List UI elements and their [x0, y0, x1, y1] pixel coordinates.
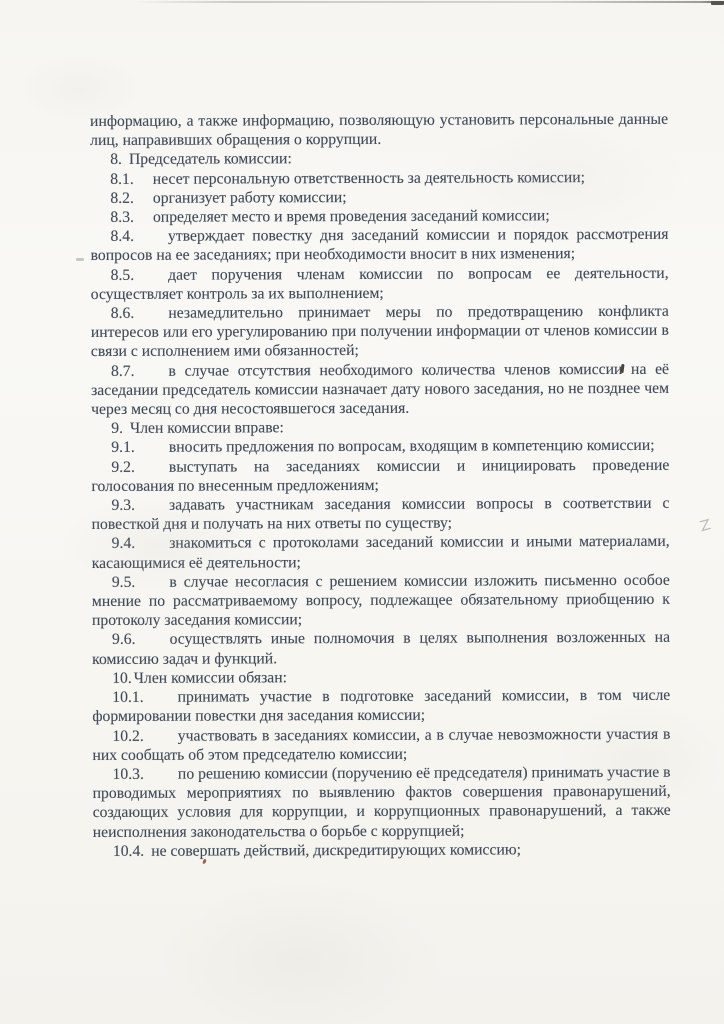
tab-gap [134, 240, 168, 241]
item-number: 8.1. [110, 170, 134, 188]
document-body [90, 110, 671, 861]
item-number: 9.1. [111, 439, 135, 457]
item-text: Член комиссии обязан: [133, 669, 288, 687]
tab-gap [135, 586, 169, 587]
item-number: 8.7. [110, 362, 135, 380]
paragraph [91, 417, 669, 438]
item-text: принимать участие в подготовке заседаний комиссии, в том числе формировании повестки дня заседания комиссии; [92, 686, 671, 726]
item-number: 9.5. [111, 573, 136, 591]
item-number: 8.2. [110, 189, 134, 207]
item-text: выступать на заседаниях комиссии и инициировать проведение голосования по внесенным предложениям; [91, 456, 670, 495]
tab-gap [135, 374, 169, 375]
tab-gap [135, 509, 169, 510]
item-text: не совершать действий, дискредитирующих комиссию; [151, 841, 521, 860]
item-text: информацию, а также информацию, позволяющую установить персональные данные лиц, направивших обращения о коррупции. [90, 110, 669, 150]
tab-gap [135, 451, 169, 452]
paragraph [92, 686, 670, 727]
item-text: несет персональную ответственность за деятельность комиссии; [152, 168, 586, 188]
paragraph [92, 667, 670, 688]
item-number: 8.4. [110, 228, 135, 246]
paragraph [90, 167, 668, 188]
item-text: в случае несогласия с решением комиссии изложить письменно особое мнение по рассматриваемому вопросу, подлежащее обязательному приобщению к протоколу заседания комиссии; [91, 571, 670, 630]
paragraph [90, 187, 668, 208]
item-number: 10.4. [112, 842, 145, 860]
item-number: 10.1. [112, 688, 144, 707]
paragraph [91, 359, 669, 419]
tab-gap [134, 202, 153, 203]
item-number: 9.3. [111, 496, 136, 514]
paragraph [92, 532, 670, 573]
paragraph [91, 436, 669, 457]
item-number: 10.3. [112, 765, 144, 783]
scan-artifact-left-dash [76, 258, 84, 261]
item-number: 10. [112, 669, 132, 687]
paragraph [91, 494, 669, 535]
item-text: Член комиссии вправе: [129, 419, 284, 438]
item-number: 9.4. [111, 535, 136, 553]
paragraph [91, 263, 669, 304]
item-text: утверждает повестку дня заседаний комиссии и порядок рассмотрения вопросов на ее заседаниях; при необходимости вносит в них изменения; [90, 225, 669, 265]
paragraph [90, 148, 668, 169]
scanner-corner-mark [711, 1, 724, 5]
scanner-edge-line [132, 1, 724, 3]
tab-gap [135, 470, 169, 471]
scan-artifact-squiggle [698, 517, 714, 537]
item-text: дает поручения членам комиссии по вопросам ее деятельности, осуществляет контроль за их выполнением; [90, 264, 669, 303]
paragraph [93, 839, 671, 860]
item-number: 8.5. [110, 266, 135, 284]
item-text: осуществлять иные полномочия в целях выполнения возложенных на комиссию задач и функций. [92, 629, 671, 668]
tab-gap [135, 547, 169, 548]
item-text: Председатель комиссии: [128, 150, 292, 169]
tab-gap [134, 278, 168, 279]
tab-gap [144, 778, 178, 779]
item-text: задавать участникам заседания комиссии вопросы в соответствии с повесткой дня и получать на них ответы по существу; [91, 494, 670, 534]
paragraph [90, 225, 668, 266]
item-text: участвовать в заседаниях комиссии, а в случае невозможности участия в них сообщать об этом председателю комиссии; [92, 725, 671, 764]
tab-gap [123, 432, 130, 433]
paragraph [93, 763, 671, 842]
tab-gap [134, 317, 168, 318]
item-number: 9.6. [111, 631, 136, 649]
tab-gap [144, 701, 178, 702]
item-text: в случае отсутствия необходимого количества членов комиссии на её заседании председатель комиссии назначает дату нового заседания, но не позднее чем через месяц со дня несостоявшегося заседания. [91, 360, 670, 419]
item-text: незамедлительно принимает меры по предотвращению конфликта интересов или его урегулированию при получении информации от членов комиссии в связи с исполнением ими обязанностей; [90, 302, 669, 361]
paragraph [91, 455, 669, 496]
item-text: знакомиться с протоколами заседаний комиссии и иными материалами, касающимися её деятельности; [91, 533, 670, 572]
tab-gap [122, 163, 129, 164]
item-text: определяет место и время проведения заседаний комиссии; [152, 207, 550, 226]
paragraph [92, 571, 670, 631]
item-number: 8.3. [110, 208, 134, 226]
tab-gap [144, 739, 178, 740]
paragraph [92, 724, 670, 765]
item-text: вносить предложения по вопросам, входящим в компетенцию комиссии; [168, 437, 655, 457]
tab-gap [134, 221, 153, 222]
item-text: организует работу комиссии; [152, 188, 347, 207]
tab-gap [134, 182, 153, 183]
paragraph [91, 302, 669, 362]
item-number: 10.2. [112, 727, 144, 745]
item-number: 9. [111, 420, 124, 438]
tab-gap [136, 643, 170, 644]
paragraph [90, 110, 668, 151]
paragraph [90, 206, 668, 227]
paragraph [92, 628, 670, 669]
item-text: по решению комиссии (поручению её председателя) принимать участие в проводимых мероприятиях по выявлению фактов совершения правонарушений, создающих условия для коррупции, и коррупционных правонарушений, а также неисполнения законодательства о борьбе с коррупцией; [92, 763, 671, 841]
item-number: 9.2. [111, 458, 135, 476]
item-number: 8.6. [110, 304, 135, 322]
item-number: 8. [110, 151, 122, 169]
